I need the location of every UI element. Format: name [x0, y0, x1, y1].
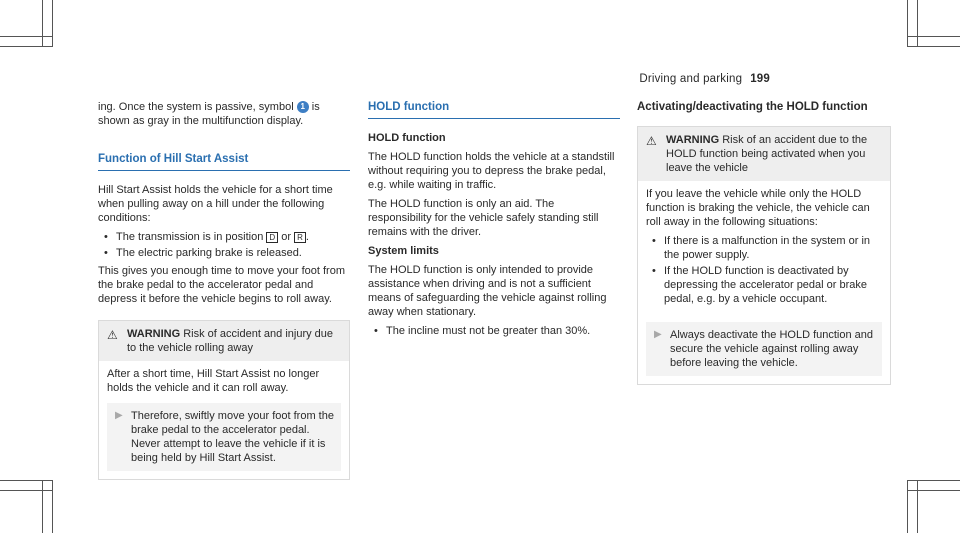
crop-mark — [907, 36, 960, 37]
warning-triangle-icon: ⚠ — [107, 328, 118, 342]
column-1 — [98, 100, 350, 480]
warning-body: After a short time, Hill Start Assist no longer holds the vehicle and it can roll away. — [107, 368, 320, 394]
list-item: • The electric parking brake is released. — [116, 246, 350, 260]
warning-box — [98, 320, 350, 480]
action-step: ▶ Therefore, swiftly move your foot from the brake pedal to the accelerator pedal. Never attempt to leave the vehicle if it is being held by Hill Start Assist. — [107, 403, 341, 471]
crop-mark — [917, 0, 918, 46]
crop-mark — [52, 0, 53, 46]
paragraph: This gives you enough time to move your foot from the brake pedal to the accelerator pedal and depress it before the vehicle begins to roll away. — [98, 265, 346, 305]
crop-mark — [907, 480, 908, 533]
column-2 — [368, 100, 620, 342]
warning-box — [637, 126, 891, 385]
intro-paragraph: ing. Once the system is passive, symbol 1 is shown as gray in the multifunction display. — [98, 101, 320, 127]
gear-d-symbol: D — [266, 232, 278, 243]
warning-body: If you leave the vehicle while only the HOLD function is braking the vehicle, the vehicle can roll away in the following situations: • If there is a malfunction in the system or in the power supply. • If the HOLD function is deactivated by depressing the accelerator pedal or brake pedal, e.g. by a vehicle occupant. — [638, 181, 890, 318]
list-item: • The transmission is in position D or R . — [116, 230, 350, 244]
gear-r-symbol: R — [294, 232, 306, 243]
action-arrow-icon: ▶ — [654, 329, 662, 340]
warning-label: WARNING — [127, 328, 181, 340]
list-item: • If the HOLD function is deactivated by depressing the accelerator pedal or brake pedal, e.g. by a vehicle occupant. — [664, 264, 882, 306]
symbol-1-badge: 1 — [297, 101, 309, 113]
warning-text: Risk of an accident due to the HOLD function being activated when you leave the vehicle — [666, 134, 868, 174]
crop-mark — [42, 480, 43, 533]
paragraph: Hill Start Assist holds the vehicle for a short time when pulling away on a hill under the following conditions: — [98, 184, 333, 224]
limits-list — [368, 324, 620, 338]
crop-mark — [907, 46, 960, 47]
crop-mark — [0, 36, 53, 37]
crop-mark — [0, 480, 53, 481]
paragraph: The HOLD function is only intended to provide assistance when driving and is not a sufficient means of safeguarding the vehicle against rolling away when stationary. — [368, 264, 607, 318]
crop-mark — [917, 480, 918, 533]
section-title-activating: Activating/deactivating the HOLD function — [637, 101, 868, 113]
crop-mark — [0, 490, 53, 491]
crop-mark — [52, 480, 53, 533]
crop-mark — [0, 46, 53, 47]
crop-mark — [42, 0, 43, 46]
subheading: System limits — [368, 245, 439, 257]
section-label: Driving and parking — [639, 73, 743, 85]
subheading: HOLD function — [368, 132, 446, 144]
crop-mark — [907, 480, 960, 481]
warning-header — [638, 127, 890, 181]
crop-mark — [907, 490, 960, 491]
warning-text: Risk of accident and injury due to the vehicle rolling away — [127, 328, 334, 354]
column-3 — [637, 100, 891, 385]
action-step: ▶ Always deactivate the HOLD function and secure the vehicle against rolling away before leaving the vehicle. — [646, 322, 882, 376]
warning-triangle-icon: ⚠ — [646, 134, 657, 148]
situation-list — [646, 234, 882, 306]
section-title-hold: HOLD function — [368, 100, 620, 119]
page-header — [639, 73, 770, 85]
list-item: • If there is a malfunction in the system or in the power supply. — [664, 234, 882, 262]
paragraph: The HOLD function holds the vehicle at a standstill without requiring you to depress the brake pedal, e.g. while waiting in traffic. — [368, 151, 615, 191]
action-arrow-icon: ▶ — [115, 410, 123, 421]
page-number: 199 — [750, 73, 770, 85]
condition-list — [98, 230, 350, 260]
warning-header — [99, 321, 349, 361]
section-title-hill-start: Function of Hill Start Assist — [98, 152, 350, 171]
warning-label: WARNING — [666, 134, 720, 146]
paragraph: The HOLD function is only an aid. The responsibility for the vehicle safely standing still remains with the driver. — [368, 198, 599, 238]
crop-mark — [907, 0, 908, 46]
list-item: • The incline must not be greater than 30%. — [386, 324, 620, 338]
